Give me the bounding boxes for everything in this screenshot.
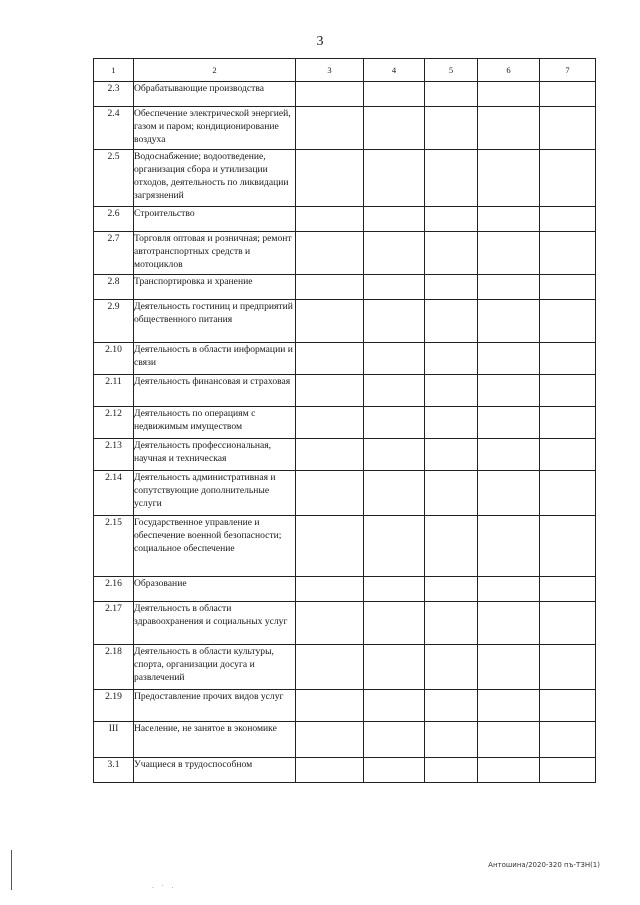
value-cell <box>296 407 364 439</box>
column-header: 3 <box>296 59 364 82</box>
value-cell <box>478 407 540 439</box>
row-label: Обрабатывающие производства <box>134 82 296 107</box>
table-row <box>94 645 596 690</box>
value-cell <box>296 375 364 407</box>
value-cell <box>425 375 478 407</box>
table-row <box>94 375 596 407</box>
page-number: 3 <box>316 34 324 49</box>
value-cell <box>540 82 596 107</box>
row-number: 2.16 <box>94 577 134 602</box>
value-cell <box>364 577 425 602</box>
value-cell <box>540 690 596 722</box>
row-number: 2.11 <box>94 375 134 407</box>
value-cell <box>540 300 596 343</box>
value-cell <box>296 690 364 722</box>
value-cell <box>364 82 425 107</box>
value-cell <box>425 207 478 232</box>
table-row <box>94 439 596 471</box>
value-cell <box>296 577 364 602</box>
value-cell <box>478 439 540 471</box>
value-cell <box>296 82 364 107</box>
value-cell <box>540 722 596 758</box>
value-cell <box>425 471 478 516</box>
value-cell <box>296 439 364 471</box>
row-label: Водоснабжение; водоотведение, организация сбора и утилизации отходов, деятельность по ликвидации загрязнений <box>134 150 296 207</box>
value-cell <box>425 343 478 375</box>
value-cell <box>540 150 596 207</box>
value-cell <box>425 645 478 690</box>
table-row <box>94 232 596 275</box>
table-row <box>94 602 596 645</box>
value-cell <box>364 516 425 577</box>
table-row <box>94 343 596 375</box>
value-cell <box>296 232 364 275</box>
value-cell <box>296 150 364 207</box>
value-cell <box>296 645 364 690</box>
table-row <box>94 577 596 602</box>
table-header-row <box>94 59 596 82</box>
value-cell <box>425 722 478 758</box>
scan-speckles: . · . <box>152 882 177 890</box>
value-cell <box>364 150 425 207</box>
row-label: Деятельность административная и сопутствующие дополнительные услуги <box>134 471 296 516</box>
value-cell <box>425 577 478 602</box>
value-cell <box>296 758 364 783</box>
row-label: Строительство <box>134 207 296 232</box>
margin-mark <box>11 850 12 890</box>
value-cell <box>425 602 478 645</box>
row-number: 2.6 <box>94 207 134 232</box>
row-label: Государственное управление и обеспечение военной безопасности; социальное обеспечение <box>134 516 296 577</box>
value-cell <box>425 439 478 471</box>
value-cell <box>364 690 425 722</box>
value-cell <box>540 407 596 439</box>
value-cell <box>296 722 364 758</box>
value-cell <box>540 375 596 407</box>
value-cell <box>540 602 596 645</box>
row-label: Деятельность финансовая и страховая <box>134 375 296 407</box>
row-number: 2.17 <box>94 602 134 645</box>
value-cell <box>425 82 478 107</box>
value-cell <box>364 107 425 150</box>
row-number: III <box>94 722 134 758</box>
value-cell <box>540 645 596 690</box>
value-cell <box>540 275 596 300</box>
row-number: 2.10 <box>94 343 134 375</box>
value-cell <box>364 407 425 439</box>
value-cell <box>478 690 540 722</box>
column-header: 6 <box>478 59 540 82</box>
value-cell <box>296 207 364 232</box>
column-header: 4 <box>364 59 425 82</box>
row-label: Деятельность профессиональная, научная и техническая <box>134 439 296 471</box>
value-cell <box>425 232 478 275</box>
value-cell <box>478 275 540 300</box>
value-cell <box>425 407 478 439</box>
row-label: Деятельность в области культуры, спорта, организации досуга и развлечений <box>134 645 296 690</box>
value-cell <box>364 343 425 375</box>
value-cell <box>425 758 478 783</box>
row-label: Учащиеся в трудоспособном <box>134 758 296 783</box>
value-cell <box>540 107 596 150</box>
row-number: 2.19 <box>94 690 134 722</box>
value-cell <box>425 516 478 577</box>
row-label: Обеспечение электрической энергией, газом и паром; кондиционирование воздуха <box>134 107 296 150</box>
value-cell <box>364 471 425 516</box>
table-row <box>94 82 596 107</box>
row-number: 2.14 <box>94 471 134 516</box>
table-row <box>94 300 596 343</box>
value-cell <box>478 232 540 275</box>
value-cell <box>478 471 540 516</box>
value-cell <box>478 150 540 207</box>
value-cell <box>364 300 425 343</box>
row-label: Население, не занятое в экономике <box>134 722 296 758</box>
value-cell <box>478 82 540 107</box>
value-cell <box>478 645 540 690</box>
row-number: 2.18 <box>94 645 134 690</box>
value-cell <box>540 439 596 471</box>
table-row <box>94 150 596 207</box>
row-number: 2.13 <box>94 439 134 471</box>
value-cell <box>296 471 364 516</box>
value-cell <box>540 343 596 375</box>
table-row <box>94 758 596 783</box>
row-label: Предоставление прочих видов услуг <box>134 690 296 722</box>
value-cell <box>364 645 425 690</box>
value-cell <box>364 722 425 758</box>
value-cell <box>364 207 425 232</box>
value-cell <box>478 207 540 232</box>
row-number: 2.3 <box>94 82 134 107</box>
table-row <box>94 107 596 150</box>
table-row <box>94 275 596 300</box>
value-cell <box>478 375 540 407</box>
value-cell <box>478 577 540 602</box>
row-number: 3.1 <box>94 758 134 783</box>
value-cell <box>540 516 596 577</box>
value-cell <box>425 275 478 300</box>
value-cell <box>296 602 364 645</box>
value-cell <box>364 232 425 275</box>
value-cell <box>540 471 596 516</box>
row-number: 2.9 <box>94 300 134 343</box>
value-cell <box>478 516 540 577</box>
value-cell <box>296 516 364 577</box>
value-cell <box>296 300 364 343</box>
value-cell <box>425 690 478 722</box>
value-cell <box>540 207 596 232</box>
value-cell <box>425 300 478 343</box>
value-cell <box>478 300 540 343</box>
row-number: 2.4 <box>94 107 134 150</box>
value-cell <box>540 232 596 275</box>
table-row <box>94 690 596 722</box>
value-cell <box>296 275 364 300</box>
value-cell <box>296 107 364 150</box>
row-label: Торговля оптовая и розничная; ремонт автотранспортных средств и мотоциклов <box>134 232 296 275</box>
value-cell <box>478 758 540 783</box>
column-header: 1 <box>94 59 134 82</box>
table-row <box>94 207 596 232</box>
row-label: Деятельность в области здравоохранения и социальных услуг <box>134 602 296 645</box>
value-cell <box>478 602 540 645</box>
row-number: 2.15 <box>94 516 134 577</box>
value-cell <box>478 343 540 375</box>
value-cell <box>540 577 596 602</box>
value-cell <box>364 275 425 300</box>
value-cell <box>425 150 478 207</box>
row-number: 2.12 <box>94 407 134 439</box>
table-row <box>94 516 596 577</box>
statistics-table <box>93 58 596 783</box>
row-label: Образование <box>134 577 296 602</box>
value-cell <box>478 107 540 150</box>
row-number: 2.7 <box>94 232 134 275</box>
table-row <box>94 471 596 516</box>
value-cell <box>478 722 540 758</box>
row-number: 2.8 <box>94 275 134 300</box>
value-cell <box>364 375 425 407</box>
row-label: Транспортировка и хранение <box>134 275 296 300</box>
table-row <box>94 722 596 758</box>
value-cell <box>364 439 425 471</box>
row-label: Деятельность в области информации и связи <box>134 343 296 375</box>
document-code: Антошина/2020-320 пъ-ТЗН(1) <box>488 861 600 869</box>
value-cell <box>425 107 478 150</box>
value-cell <box>540 758 596 783</box>
column-header: 5 <box>425 59 478 82</box>
row-label: Деятельность гостиниц и предприятий общественного питания <box>134 300 296 343</box>
row-number: 2.5 <box>94 150 134 207</box>
value-cell <box>364 758 425 783</box>
table-row <box>94 407 596 439</box>
value-cell <box>364 602 425 645</box>
row-label: Деятельность по операциям с недвижимым имуществом <box>134 407 296 439</box>
value-cell <box>296 343 364 375</box>
column-header: 7 <box>540 59 596 82</box>
column-header: 2 <box>134 59 296 82</box>
